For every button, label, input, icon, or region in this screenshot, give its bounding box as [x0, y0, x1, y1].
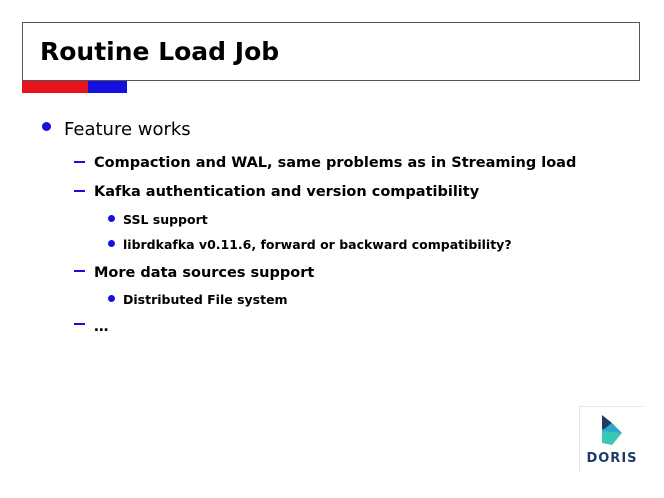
- title-accent-blue: [88, 81, 127, 93]
- dash-icon: [74, 270, 85, 272]
- dash-icon: [74, 190, 85, 192]
- logo-text: DORIS: [586, 451, 638, 466]
- bullet-more-sources: More data sources support: [94, 265, 315, 281]
- bullet-icon: [108, 215, 115, 222]
- bullet-icon: [108, 295, 115, 302]
- bullet-ssl: SSL support: [123, 212, 208, 227]
- bullet-kafka: Kafka authentication and version compatibility: [94, 184, 480, 200]
- doris-logo-icon: [598, 413, 626, 447]
- dash-icon: [74, 323, 85, 325]
- bullet-icon: [42, 122, 51, 131]
- dash-icon: [74, 161, 85, 163]
- bullet-dfs: Distributed File system: [123, 292, 288, 307]
- doris-logo: [579, 406, 643, 472]
- bullet-librdkafka: librdkafka v0.11.6, forward or backward compatibility?: [123, 237, 512, 252]
- bullet-ellipsis: …: [94, 319, 109, 335]
- bullet-feature-works: Feature works: [64, 119, 191, 140]
- title-accent-red: [22, 81, 88, 93]
- bullet-compaction: Compaction and WAL, same problems as in Streaming load: [94, 155, 577, 171]
- bullet-icon: [108, 240, 115, 247]
- title-box: [22, 22, 640, 81]
- slide-title: Routine Load Job: [40, 37, 280, 66]
